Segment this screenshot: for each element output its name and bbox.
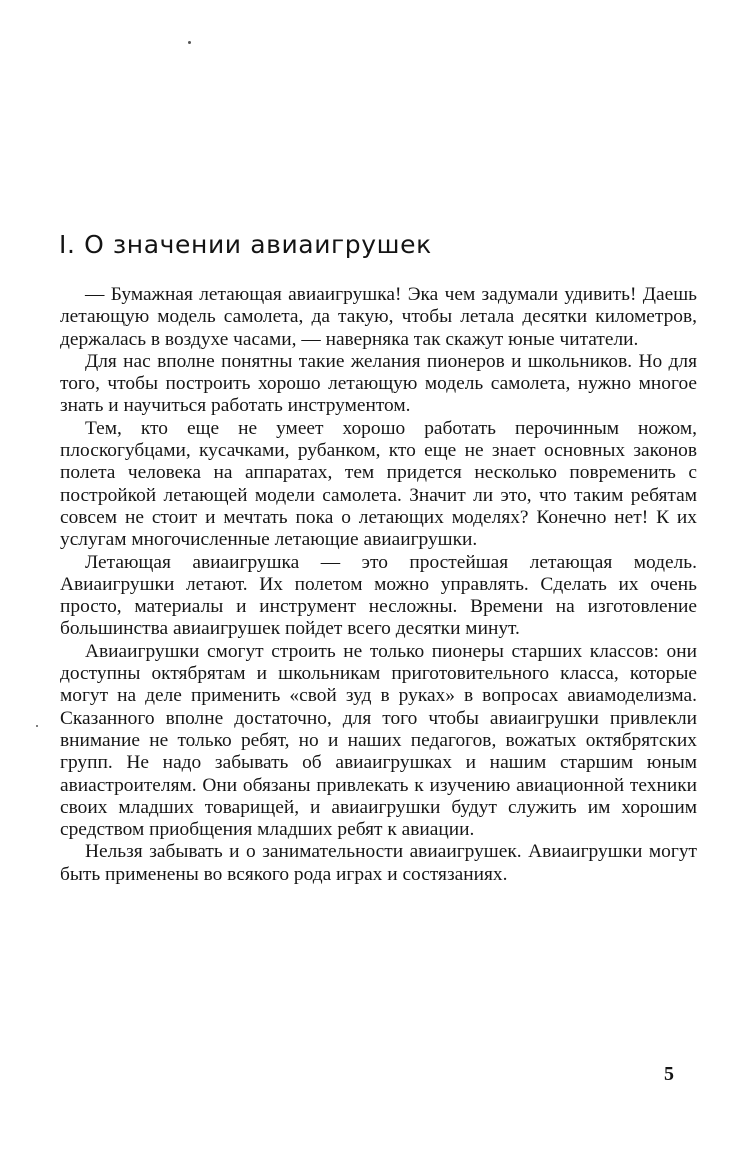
body-text <box>60 284 697 886</box>
paragraph: Для нас вполне понятны такие желания пионеров и школьников. Но для того, чтобы построить хорошо летающую модель самолета, нужно многое знать и научиться работать инструментом. <box>60 350 697 417</box>
section-heading: I. О значении авиаигрушек <box>59 230 432 259</box>
scan-speck <box>188 41 191 44</box>
paragraph: Летающая авиаигрушка — это простейшая летающая модель. Авиаигрушки летают. Их полетом можно управлять. Сделать их очень просто, материалы и инструмент несложны. Времени на изготовление большинства авиаигрушек пойдет всего десятки минут. <box>60 551 697 640</box>
paragraph: Нельзя забывать и о занимательности авиаигрушек. Авиаигрушки могут быть применены во всякого рода играх и состязаниях. <box>60 841 697 885</box>
page-number: 5 <box>664 1063 674 1085</box>
scan-speck <box>36 725 38 727</box>
paragraph: — Бумажная летающая авиаигрушка! Эка чем задумали удивить! Даешь летающую модель самолета, да такую, чтобы летала десятки километров, держалась в воздухе часами, — наверняка так скажут юные читатели. <box>60 284 697 350</box>
paragraph: Авиаигрушки смогут строить не только пионеры старших классов: они доступны октябрятам и школьникам приготовительного класса, которые могут на деле применить «свой зуд в руках» в вопросах авиамоделизма. Сказанного вполне достаточно, для того чтобы авиаигрушки привлекли внимание не только ребят, но и наших педагогов, вожатых октябрятских групп. Не надо забывать об авиаигрушках и нашим старшим юным авиастроителям. Они обязаны привлекать к изучению авиационной техники своих младших товарищей, и авиаигрушки будут служить им хорошим средством приобщения младших ребят к авиации. <box>60 640 697 841</box>
paragraph: Тем, кто еще не умеет хорошо работать перочинным ножом, плоскогубцами, кусачками, рубанком, кто еще не знает основных законов полета человека на аппаратах, тем придется несколько повременить с постройкой летающей модели самолета. Значит ли это, что таким ребятам совсем не стоит и мечтать пока о летающих моделях? Конечно нет! К их услугам многочисленные летающие авиаигрушки. <box>60 417 697 551</box>
